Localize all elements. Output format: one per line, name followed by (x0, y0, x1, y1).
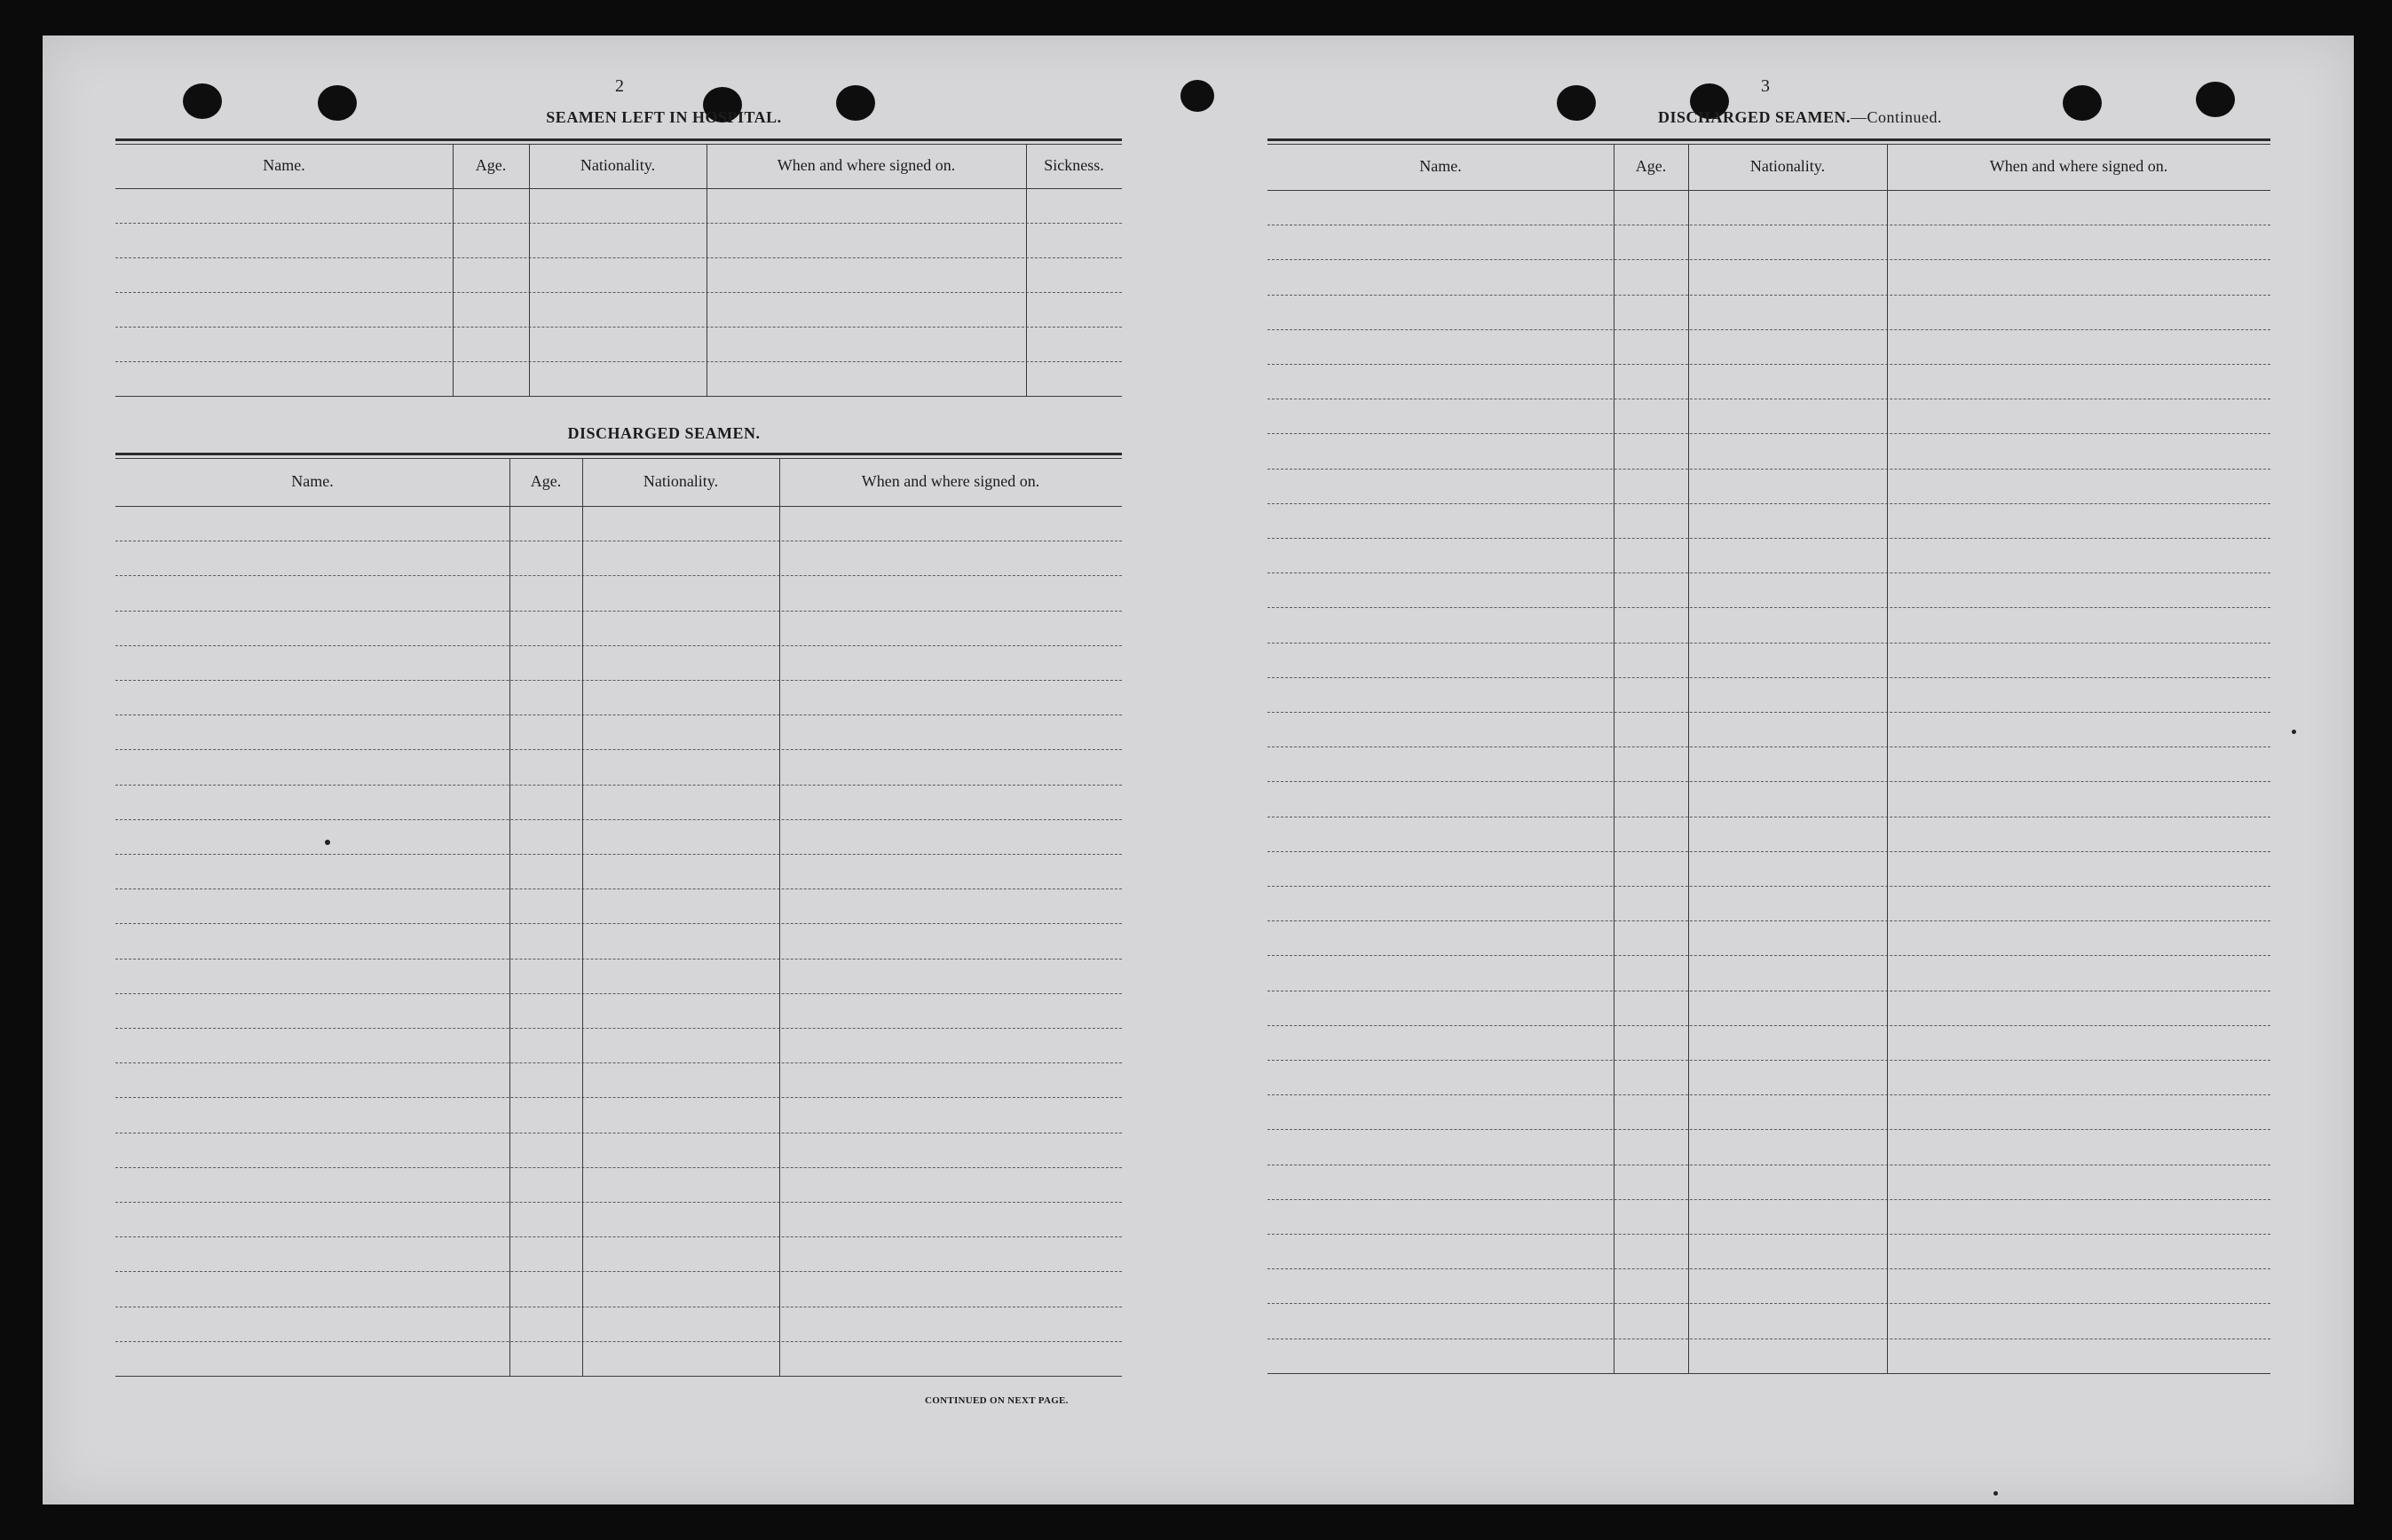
column-header: When and where signed on. (777, 156, 956, 174)
row-rule (1267, 329, 2270, 330)
column-header: Age. (530, 472, 562, 490)
top-rule (115, 144, 1122, 145)
header-rule (115, 188, 1122, 189)
row-rule (1267, 1025, 2270, 1026)
discharged-continued-table (1267, 138, 2270, 1392)
form-sheet (43, 36, 2354, 1504)
row-rule (1267, 1303, 2270, 1304)
column-header: Age. (1635, 157, 1667, 175)
row-rule (115, 1062, 1122, 1063)
row-rule (1267, 1060, 2270, 1061)
row-rule (115, 1271, 1122, 1272)
top-rule (115, 453, 1122, 455)
punch-hole (2063, 85, 2102, 121)
row-rule (1267, 433, 2270, 434)
column-divider (779, 458, 780, 1376)
column-divider (529, 144, 530, 396)
punch-hole (318, 85, 357, 121)
column-header: When and where signed on. (1989, 157, 2168, 175)
row-rule (115, 1167, 1122, 1168)
row-rule (115, 1202, 1122, 1203)
column-header: Nationality. (1749, 157, 1826, 175)
column-header: When and where signed on. (861, 472, 1040, 490)
row-rule (1267, 295, 2270, 296)
ink-speck (2292, 730, 2296, 734)
top-rule (1267, 144, 2270, 145)
row-rule (115, 327, 1122, 328)
continued-section-title (1551, 108, 2049, 127)
column-header: Name. (263, 156, 305, 174)
row-rule (115, 959, 1122, 960)
row-rule (1267, 643, 2270, 644)
row-rule (1267, 677, 2270, 678)
row-rule (1267, 746, 2270, 747)
row-rule (115, 819, 1122, 820)
hospital-section-title: SEAMEN LEFT IN HOSPITAL. (546, 108, 782, 126)
row-rule (1267, 955, 2270, 956)
row-rule (115, 923, 1122, 924)
continued-note: CONTINUED ON NEXT PAGE. (925, 1395, 1069, 1406)
column-divider (582, 458, 583, 1376)
row-rule (1267, 259, 2270, 260)
column-header: Nationality. (643, 472, 719, 490)
section-title-suffix: —Continued. (1851, 108, 1943, 126)
bottom-rule (1267, 1373, 2270, 1374)
punch-hole (2196, 82, 2235, 117)
row-rule (115, 1097, 1122, 1098)
column-header: Name. (1419, 157, 1462, 175)
row-rule (115, 292, 1122, 293)
column-divider (1688, 144, 1689, 1373)
row-rule (1267, 1234, 2270, 1235)
page-number: 3 (1761, 76, 1770, 96)
row-rule (115, 575, 1122, 576)
header-rule (1267, 190, 2270, 191)
ink-speck (1993, 1491, 1998, 1496)
row-rule (1267, 1199, 2270, 1200)
hospital-table (115, 138, 1122, 414)
row-rule (1267, 607, 2270, 608)
column-header: Nationality. (580, 156, 656, 174)
punch-hole (183, 83, 222, 119)
row-rule (1267, 886, 2270, 887)
page-number: 2 (615, 76, 624, 96)
row-rule (115, 993, 1122, 994)
row-rule (115, 888, 1122, 889)
column-divider (1887, 144, 1888, 1373)
row-rule (115, 1341, 1122, 1342)
section-title-text: DISCHARGED SEAMEN. (1657, 108, 1851, 126)
row-rule (115, 611, 1122, 612)
row-rule (1267, 364, 2270, 365)
top-rule (115, 458, 1122, 459)
column-header: Name. (291, 472, 334, 490)
column-divider (453, 144, 454, 396)
row-rule (115, 680, 1122, 681)
row-rule (1267, 538, 2270, 539)
top-rule (115, 138, 1122, 141)
row-rule (115, 749, 1122, 750)
header-rule (115, 506, 1122, 507)
column-divider (1026, 144, 1027, 396)
row-rule (1267, 920, 2270, 921)
row-rule (115, 257, 1122, 258)
bottom-rule (115, 1376, 1122, 1377)
bottom-rule (115, 396, 1122, 397)
row-rule (1267, 503, 2270, 504)
row-rule (1267, 1268, 2270, 1269)
row-rule (115, 1236, 1122, 1237)
row-rule (115, 361, 1122, 362)
discharged-table (115, 453, 1122, 1429)
row-rule (115, 223, 1122, 224)
discharged-section-title: DISCHARGED SEAMEN. (567, 424, 761, 442)
column-header: Sickness. (1044, 156, 1104, 174)
column-header: Age. (475, 156, 507, 174)
row-rule (1267, 712, 2270, 713)
row-rule (1267, 469, 2270, 470)
row-rule (115, 854, 1122, 855)
row-rule (1267, 851, 2270, 852)
row-rule (1267, 781, 2270, 782)
punch-hole (1180, 80, 1214, 112)
row-rule (1267, 1129, 2270, 1130)
top-rule (1267, 138, 2270, 141)
row-rule (1267, 1094, 2270, 1095)
column-divider (509, 458, 510, 1376)
row-rule (115, 785, 1122, 786)
row-rule (115, 1028, 1122, 1029)
row-rule (115, 645, 1122, 646)
